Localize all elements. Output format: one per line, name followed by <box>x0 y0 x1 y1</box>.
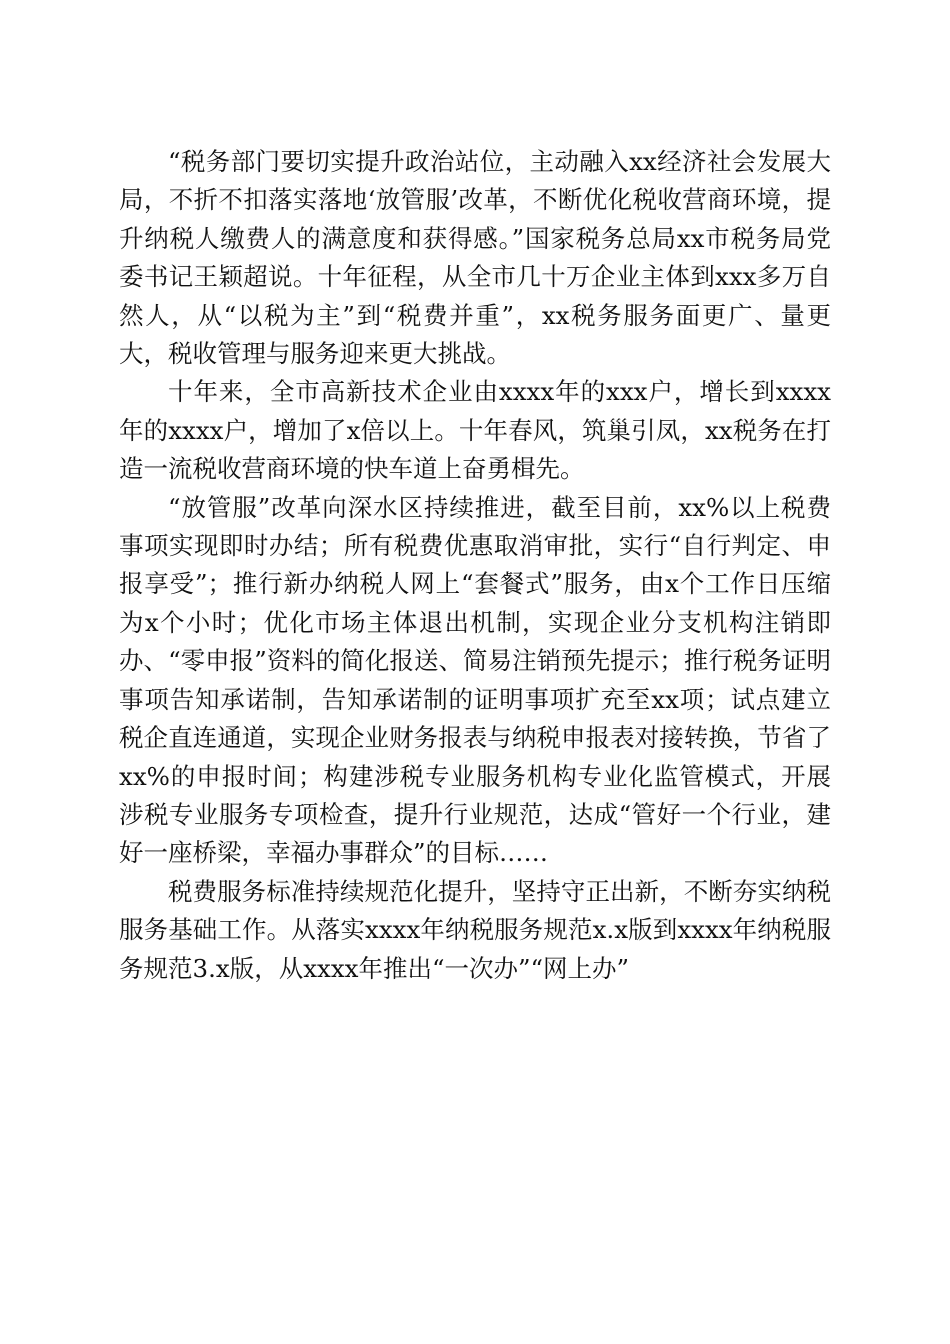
paragraph-2: 十年来，全市高新技术企业由xxxx年的xxx户，增长到xxxx年的xxxx户，增加了x倍以上。十年春风，筑巢引凤，xx税务在打造一流税收营商环境的快车道上奋勇楫先。 <box>119 377 831 484</box>
paragraph-3: “放管服”改革向深水区持续推进，截至目前，xx%以上税费事项实现即时办结；所有税费优惠取消审批，实行“自行判定、申报享受”；推行新办纳税人网上“套餐式”服务，由x个工作日压缩为x个小时；优化市场主体退出机制，实现企业分支机构注销即办、“零申报”资料的简化报送、简易注销预先提示；推行税务证明事项告知承诺制，告知承诺制的证明事项扩充至xx项；试点建立税企直连通道，实现企业财务报表与纳税申报表对接转换，节省了xx%的申报时间；构建涉税专业服务机构专业化监管模式，开展涉税专业服务专项检查，提升行业规范，达成“管好一个行业，建好一座桥梁，幸福办事群众”的目标…… <box>119 492 831 868</box>
document-body <box>119 143 831 988</box>
paragraph-4: 税费服务标准持续规范化提升，坚持守正出新，不断夯实纳税服务基础工作。从落实xxxx年纳税服务规范x.x版到xxxx年纳税服务规范3.x版，从xxxx年推出“一次办”“网上办” <box>119 876 831 983</box>
paragraph-1: “税务部门要切实提升政治站位，主动融入xx经济社会发展大局，不折不扣落实落地‘放管服’改革，不断优化税收营商环境，提升纳税人缴费人的满意度和获得感。”国家税务总局xx市税务局党委书记王颖超说。十年征程，从全市几十万企业主体到xxx多万自然人，从“以税为主”到“税费并重”，xx税务服务面更广、量更大，税收管理与服务迎来更大挑战。 <box>119 147 831 369</box>
